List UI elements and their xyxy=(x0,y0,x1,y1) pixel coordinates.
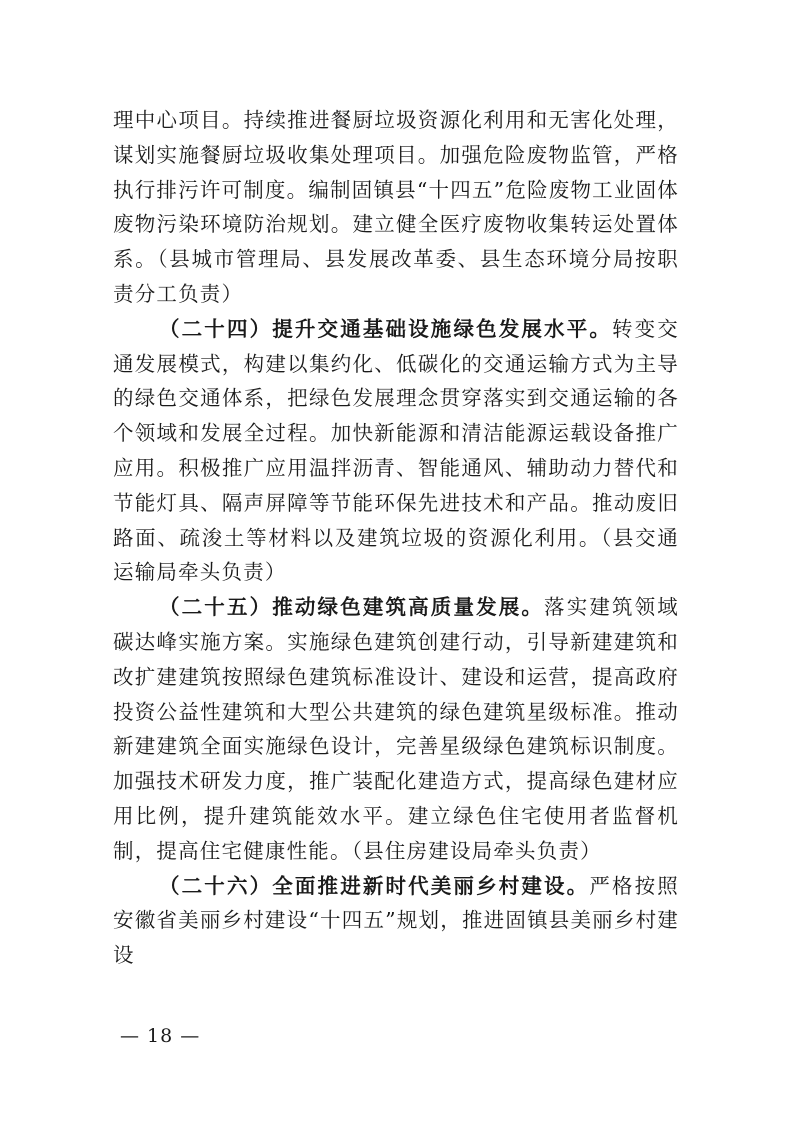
paragraph-item-25 xyxy=(113,590,679,868)
paragraph-heading: （二十五）推动绿色建筑高质量发展。 xyxy=(159,595,545,620)
paragraph-body: 严格按照安徽省美丽乡村建设“十四五”规划，推进固镇县美丽乡村建设 xyxy=(113,873,679,968)
document-body xyxy=(113,103,679,973)
paragraph-body: 转变交通发展模式，构建以集约化、低碳化的交通运输方式为主导的绿色交通体系，把绿色发展理念贯穿落实到交通运输的各个领域和发展全过程。加快新能源和清洁能源运载设备推广应用。积极推广应用温拌沥青、智能通风、辅助动力替代和节能灯具、隔声屏障等节能环保先进技术和产品。推动废旧路面、疏浚土等材料以及建筑垃圾的资源化利用。（县交通运输局牵头负责） xyxy=(113,316,679,585)
paragraph-continuation xyxy=(113,103,679,312)
paragraph-body: 落实建筑领域碳达峰实施方案。实施绿色建筑创建行动，引导新建建筑和改扩建建筑按照绿色建筑标准设计、建设和运营，提高政府投资公益性建筑和大型公共建筑的绿色建筑星级标准。推动新建建筑全面实施绿色设计，完善星级绿色建筑标识制度。加强技术研发力度，推广装配化建造方式，提高绿色建材应用比例，提升建筑能效水平。建立绿色住宅使用者监督机制，提高住宅健康性能。（县住房建设局牵头负责） xyxy=(113,595,679,863)
paragraph-heading: （二十四）提升交通基础设施绿色发展水平。 xyxy=(159,316,612,341)
paragraph-item-26 xyxy=(113,869,679,973)
paragraph-body: 理中心项目。持续推进餐厨垃圾资源化利用和无害化处理，谋划实施餐厨垃圾收集处理项目。加强危险废物监管，严格执行排污许可制度。编制固镇县“十四五”危险废物工业固体废物污染环境防治规划。建立健全医疗废物收集转运处置体系。（县城市管理局、县发展改革委、县生态环境分局按职责分工负责） xyxy=(113,108,679,306)
page-number: — 18 — xyxy=(120,1025,201,1047)
paragraph-heading: （二十六）全面推进新时代美丽乡村建设。 xyxy=(159,873,590,898)
paragraph-item-24 xyxy=(113,312,679,590)
